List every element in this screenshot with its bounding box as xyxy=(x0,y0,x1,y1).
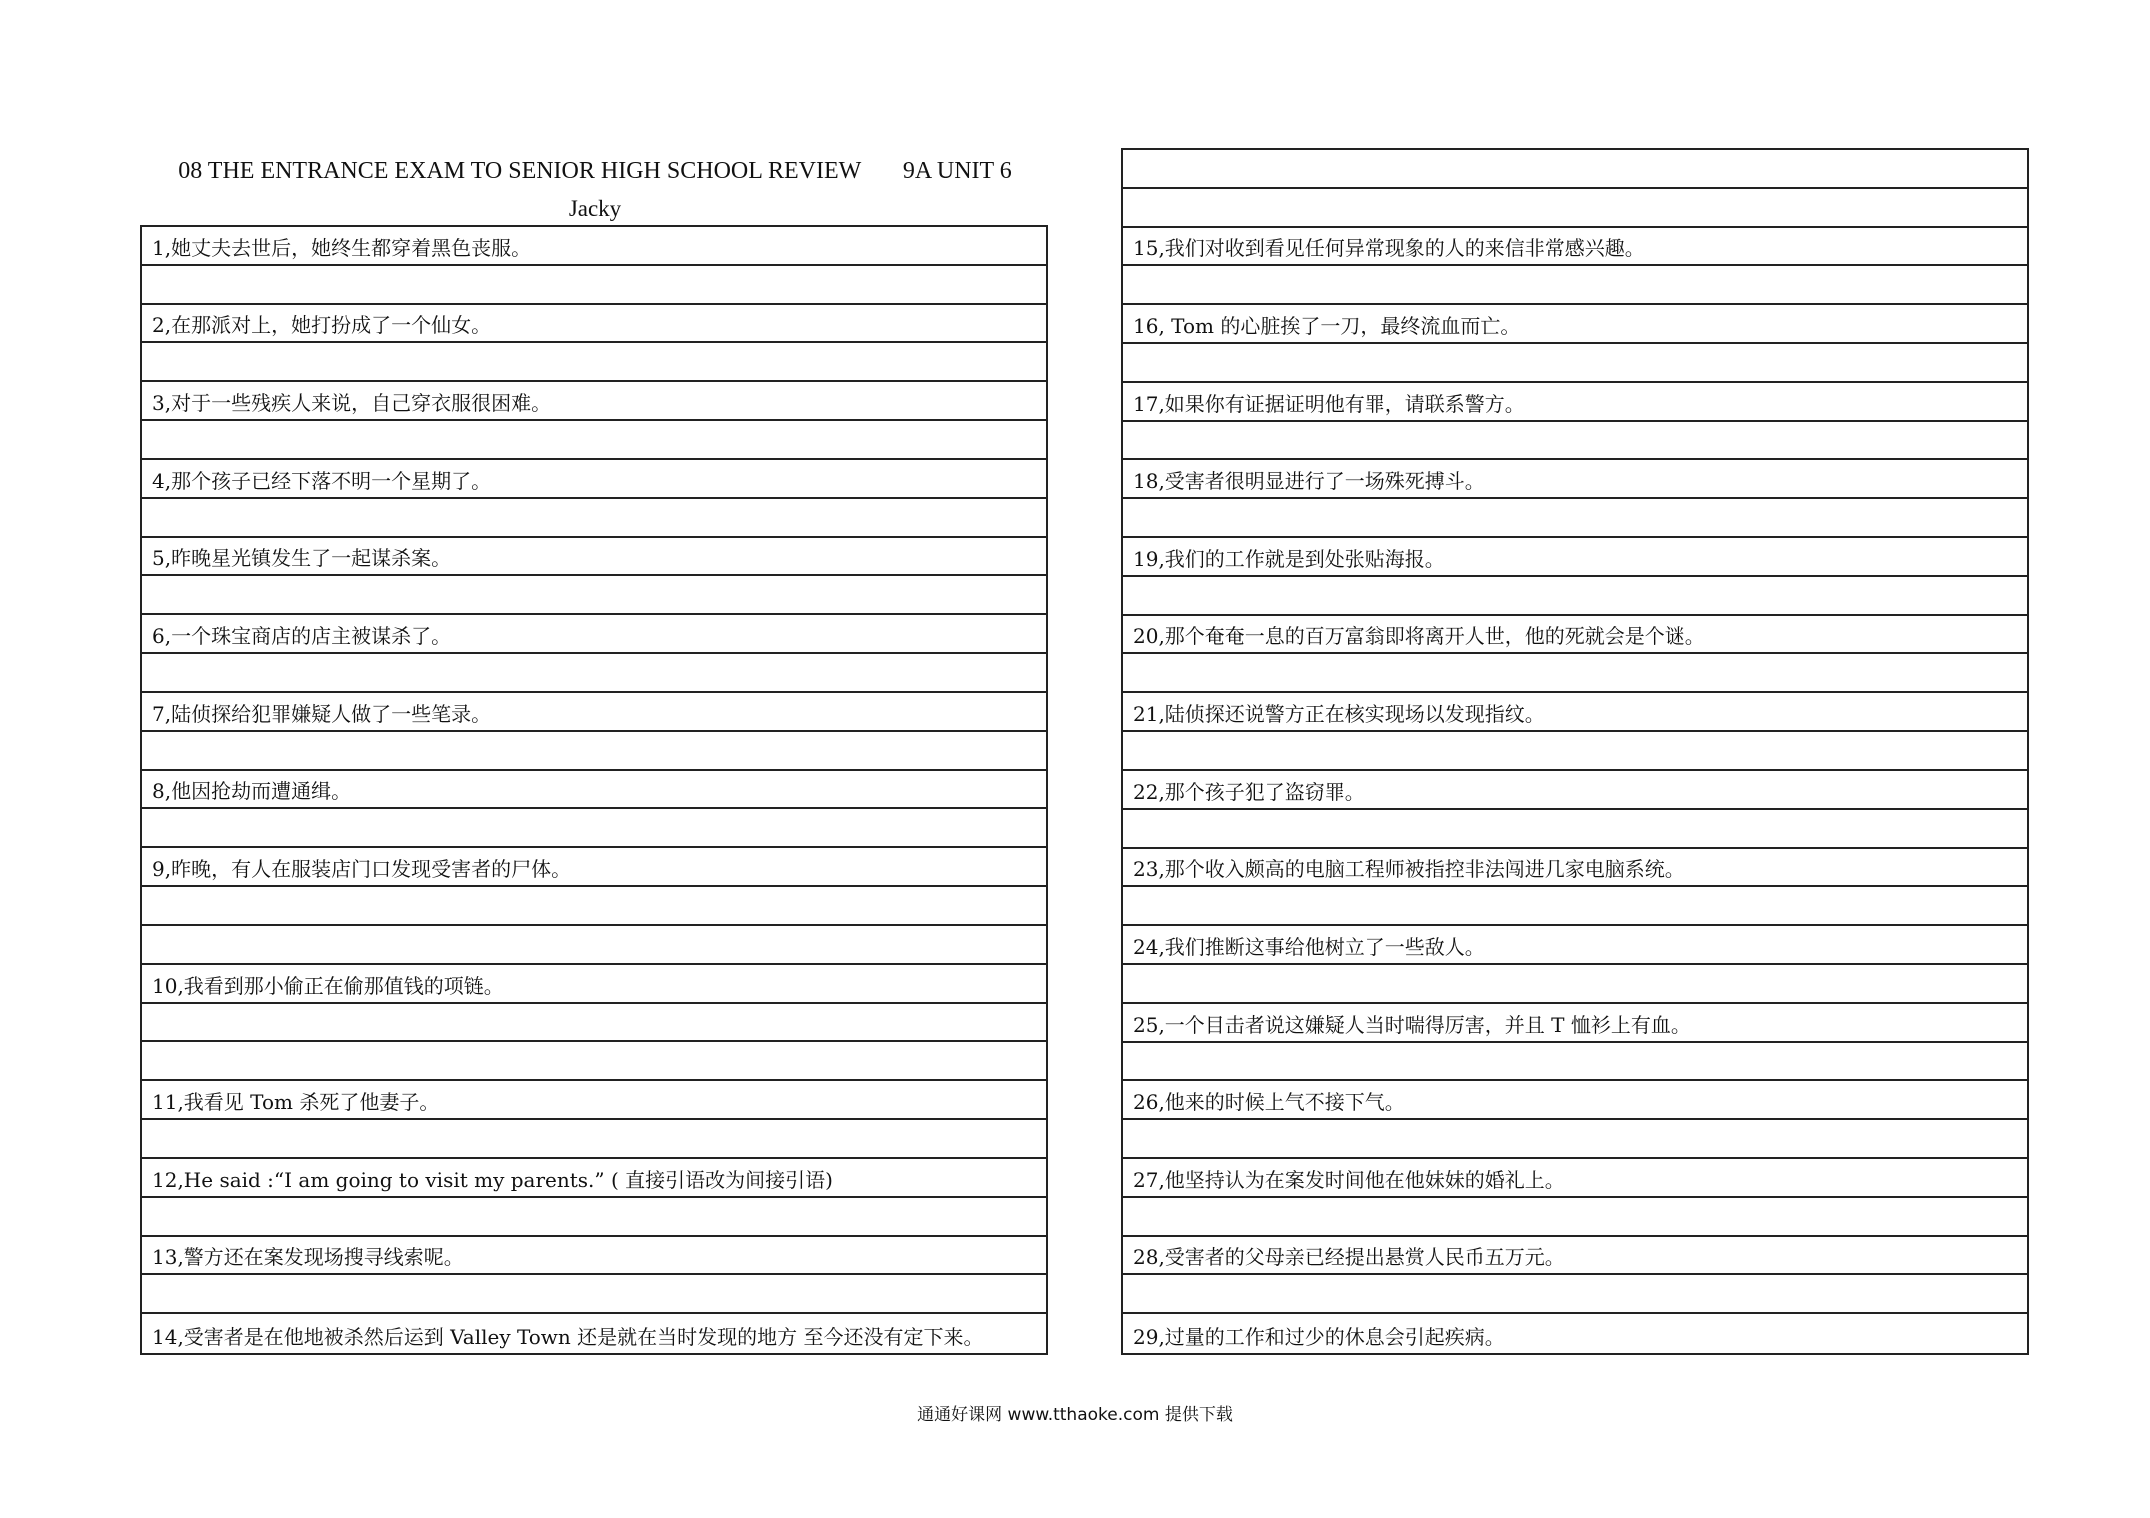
answer-line xyxy=(1123,1275,2027,1314)
exercise-prompt: 9,昨晚，有人在服装店门口发现受害者的尸体。 xyxy=(142,848,1046,887)
exercise-prompt: 3,对于一些残疾人来说，自己穿衣服很困难。 xyxy=(142,382,1046,421)
exercise-prompt: 19,我们的工作就是到处张贴海报。 xyxy=(1123,538,2027,577)
exercise-prompt: 18,受害者很明显进行了一场殊死搏斗。 xyxy=(1123,460,2027,499)
answer-line xyxy=(142,499,1046,538)
answer-line xyxy=(1123,1198,2027,1237)
answer-line xyxy=(142,343,1046,382)
answer-line xyxy=(142,887,1046,926)
answer-line xyxy=(1123,1043,2027,1081)
answer-line xyxy=(142,809,1046,848)
exercise-prompt: 11,我看见 Tom 杀死了他妻子。 xyxy=(142,1081,1046,1120)
exercise-prompt: 27,他坚持认为在案发时间他在他妹妹的婚礼上。 xyxy=(1123,1159,2027,1198)
exercise-prompt: 23,那个收入颇高的电脑工程师被指控非法闯进几家电脑系统。 xyxy=(1123,849,2027,887)
answer-line xyxy=(1123,732,2027,771)
exercise-prompt: 1,她丈夫去世后，她终生都穿着黑色丧服。 xyxy=(142,227,1046,266)
exercise-prompt: 6,一个珠宝商店的店主被谋杀了。 xyxy=(142,615,1046,654)
answer-line xyxy=(1123,422,2027,460)
exercise-prompt: 28,受害者的父母亲已经提出悬赏人民币五万元。 xyxy=(1123,1237,2027,1275)
answer-line xyxy=(142,654,1046,693)
answer-line xyxy=(142,266,1046,305)
answer-line xyxy=(1123,965,2027,1004)
answer-line xyxy=(142,421,1046,460)
answer-line xyxy=(1123,810,2027,849)
exercise-prompt: 8,他因抢劫而遭通缉。 xyxy=(142,771,1046,809)
exercise-prompt: 15,我们对收到看见任何异常现象的人的来信非常感兴趣。 xyxy=(1123,228,2027,266)
left-exercise-table xyxy=(140,225,1048,1355)
exercise-prompt: 26,他来的时候上气不接下气。 xyxy=(1123,1081,2027,1120)
answer-line xyxy=(1123,1120,2027,1159)
answer-line xyxy=(1123,150,2027,189)
answer-line xyxy=(1123,577,2027,616)
answer-line xyxy=(142,732,1046,771)
exercise-prompt: 22,那个孩子犯了盗窃罪。 xyxy=(1123,771,2027,810)
page-title: 08 THE ENTRANCE EXAM TO SENIOR HIGH SCHOOL REVIEW 9A UNIT 6 xyxy=(178,158,1012,184)
exercise-prompt: 4,那个孩子已经下落不明一个星期了。 xyxy=(142,460,1046,499)
answer-line xyxy=(142,926,1046,965)
exercise-prompt: 17,如果你有证据证明他有罪，请联系警方。 xyxy=(1123,383,2027,422)
right-exercise-table xyxy=(1121,148,2029,1355)
exercise-prompt: 25,一个目击者说这嫌疑人当时喘得厉害，并且 T 恤衫上有血。 xyxy=(1123,1004,2027,1043)
exercise-prompt: 14,受害者是在他地被杀然后运到 Valley Town 还是就在当时发现的地方 至今还没有定下来。 xyxy=(152,1325,984,1349)
answer-line xyxy=(142,1042,1046,1081)
exercise-prompt: 7,陆侦探给犯罪嫌疑人做了一些笔录。 xyxy=(142,693,1046,732)
exercise-prompt: 24,我们推断这事给他树立了一些敌人。 xyxy=(1123,926,2027,965)
answer-line xyxy=(142,576,1046,615)
answer-line xyxy=(142,1004,1046,1042)
exercise-prompt: 5,昨晚星光镇发生了一起谋杀案。 xyxy=(142,538,1046,576)
answer-line xyxy=(142,1275,1046,1314)
answer-line xyxy=(1123,499,2027,538)
answer-line xyxy=(1123,189,2027,228)
exercise-prompt: 12,He said :“I am going to visit my parents.” ( 直接引语改为间接引语) xyxy=(142,1159,1046,1198)
answer-line xyxy=(1123,266,2027,305)
exercise-prompt: 20,那个奄奄一息的百万富翁即将离开人世，他的死就会是个谜。 xyxy=(1123,616,2027,654)
answer-line xyxy=(1123,887,2027,926)
exercise-prompt: 10,我看到那小偷正在偷那值钱的项链。 xyxy=(142,965,1046,1004)
exercise-prompt: 29,过量的工作和过少的休息会引起疾病。 xyxy=(1133,1325,1505,1349)
answer-line xyxy=(1123,344,2027,383)
author-name: Jacky xyxy=(568,196,622,221)
exercise-prompt: 13,警方还在案发现场搜寻线索呢。 xyxy=(142,1237,1046,1275)
footer-credit: 通通好课网 www.tthaoke.com 提供下载 xyxy=(917,1405,1233,1425)
answer-line xyxy=(1123,654,2027,693)
answer-line xyxy=(142,1120,1046,1159)
exercise-prompt: 16, Tom 的心脏挨了一刀，最终流血而亡。 xyxy=(1123,305,2027,344)
exercise-prompt: 2,在那派对上，她打扮成了一个仙女。 xyxy=(142,305,1046,343)
exercise-prompt: 21,陆侦探还说警方正在核实现场以发现指纹。 xyxy=(1123,693,2027,732)
answer-line xyxy=(142,1198,1046,1237)
